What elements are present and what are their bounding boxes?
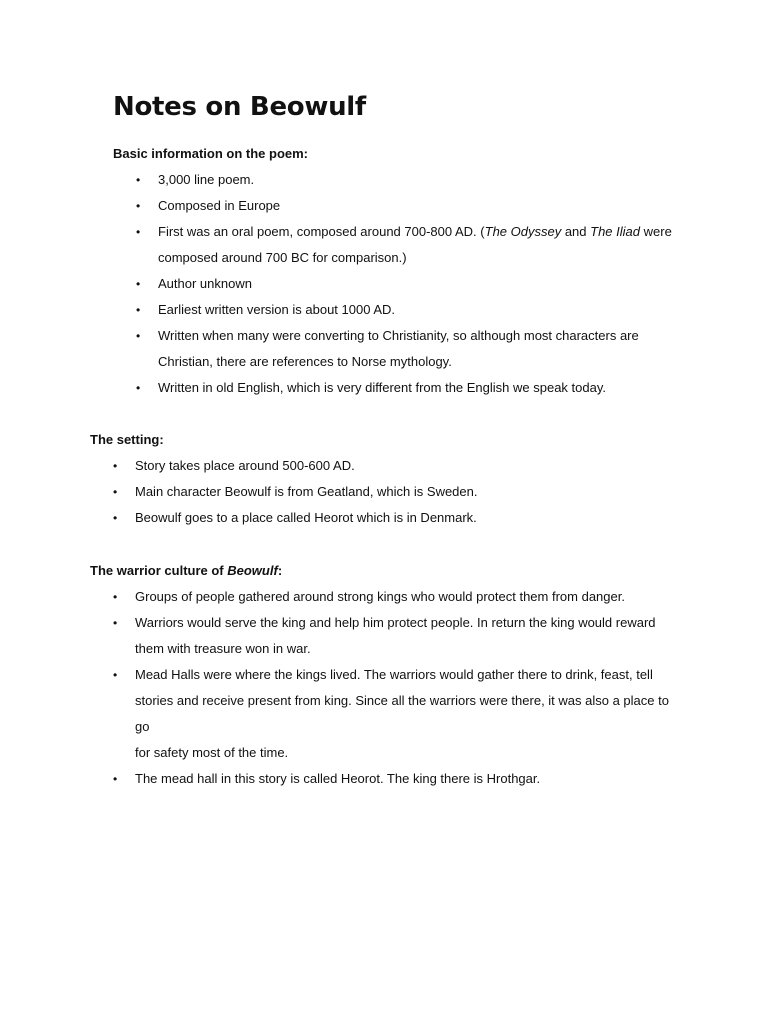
bullet-icon: • bbox=[113, 668, 118, 682]
list-item: • Main character Beowulf is from Geatland, which is Sweden. bbox=[113, 479, 673, 505]
section-heading-setting: The setting: bbox=[90, 432, 164, 447]
setting-list bbox=[113, 453, 673, 531]
list-item: • First was an oral poem, composed around 700-800 AD. (The Odyssey and The Iliad were composed around 700 BC for comparison.) bbox=[136, 219, 676, 271]
bullet-icon: • bbox=[113, 511, 118, 525]
italic-title: The Odyssey bbox=[484, 224, 562, 239]
list-item: • Mead Halls were where the kings lived. The warriors would gather there to drink, feast, tell stories and receive present from king. Since all the warriors were there, it was also a place to go for safety most of the time. bbox=[113, 662, 683, 766]
list-item: • Earliest written version is about 1000 AD. bbox=[136, 297, 676, 323]
list-item: • Beowulf goes to a place called Heorot which is in Denmark. bbox=[113, 505, 673, 531]
bullet-icon: • bbox=[113, 616, 118, 630]
basic-info-list bbox=[136, 167, 676, 401]
section-heading-warrior-culture: The warrior culture of Beowulf: bbox=[90, 563, 283, 578]
list-item: • Author unknown bbox=[136, 271, 676, 297]
bullet-icon: • bbox=[136, 173, 141, 187]
bullet-icon: • bbox=[136, 225, 141, 239]
bullet-icon: • bbox=[136, 199, 141, 213]
list-item: • Composed in Europe bbox=[136, 193, 676, 219]
list-item: • 3,000 line poem. bbox=[136, 167, 676, 193]
list-item: • Warriors would serve the king and help him protect people. In return the king would reward them with treasure won in war. bbox=[113, 610, 683, 662]
list-item: • Written in old English, which is very different from the English we speak today. bbox=[136, 375, 676, 401]
list-item: • Written when many were converting to Christianity, so although most characters are Christian, there are references to Norse mythology. bbox=[136, 323, 676, 375]
section-heading-basic-info: Basic information on the poem: bbox=[113, 146, 309, 161]
bullet-icon: • bbox=[136, 277, 141, 291]
italic-title: Beowulf bbox=[227, 563, 278, 578]
italic-title: The Iliad bbox=[590, 224, 641, 239]
warrior-culture-list bbox=[113, 584, 683, 792]
bullet-icon: • bbox=[113, 772, 118, 786]
list-item: • Story takes place around 500-600 AD. bbox=[113, 453, 673, 479]
bullet-icon: • bbox=[136, 381, 141, 395]
bullet-icon: • bbox=[136, 303, 141, 317]
bullet-icon: • bbox=[113, 590, 118, 604]
list-item: • Groups of people gathered around strong kings who would protect them from danger. bbox=[113, 584, 683, 610]
page-title: Notes on Beowulf bbox=[113, 92, 366, 122]
list-item: • The mead hall in this story is called Heorot. The king there is Hrothgar. bbox=[113, 766, 683, 792]
bullet-icon: • bbox=[113, 485, 118, 499]
bullet-icon: • bbox=[136, 329, 141, 343]
bullet-icon: • bbox=[113, 459, 118, 473]
